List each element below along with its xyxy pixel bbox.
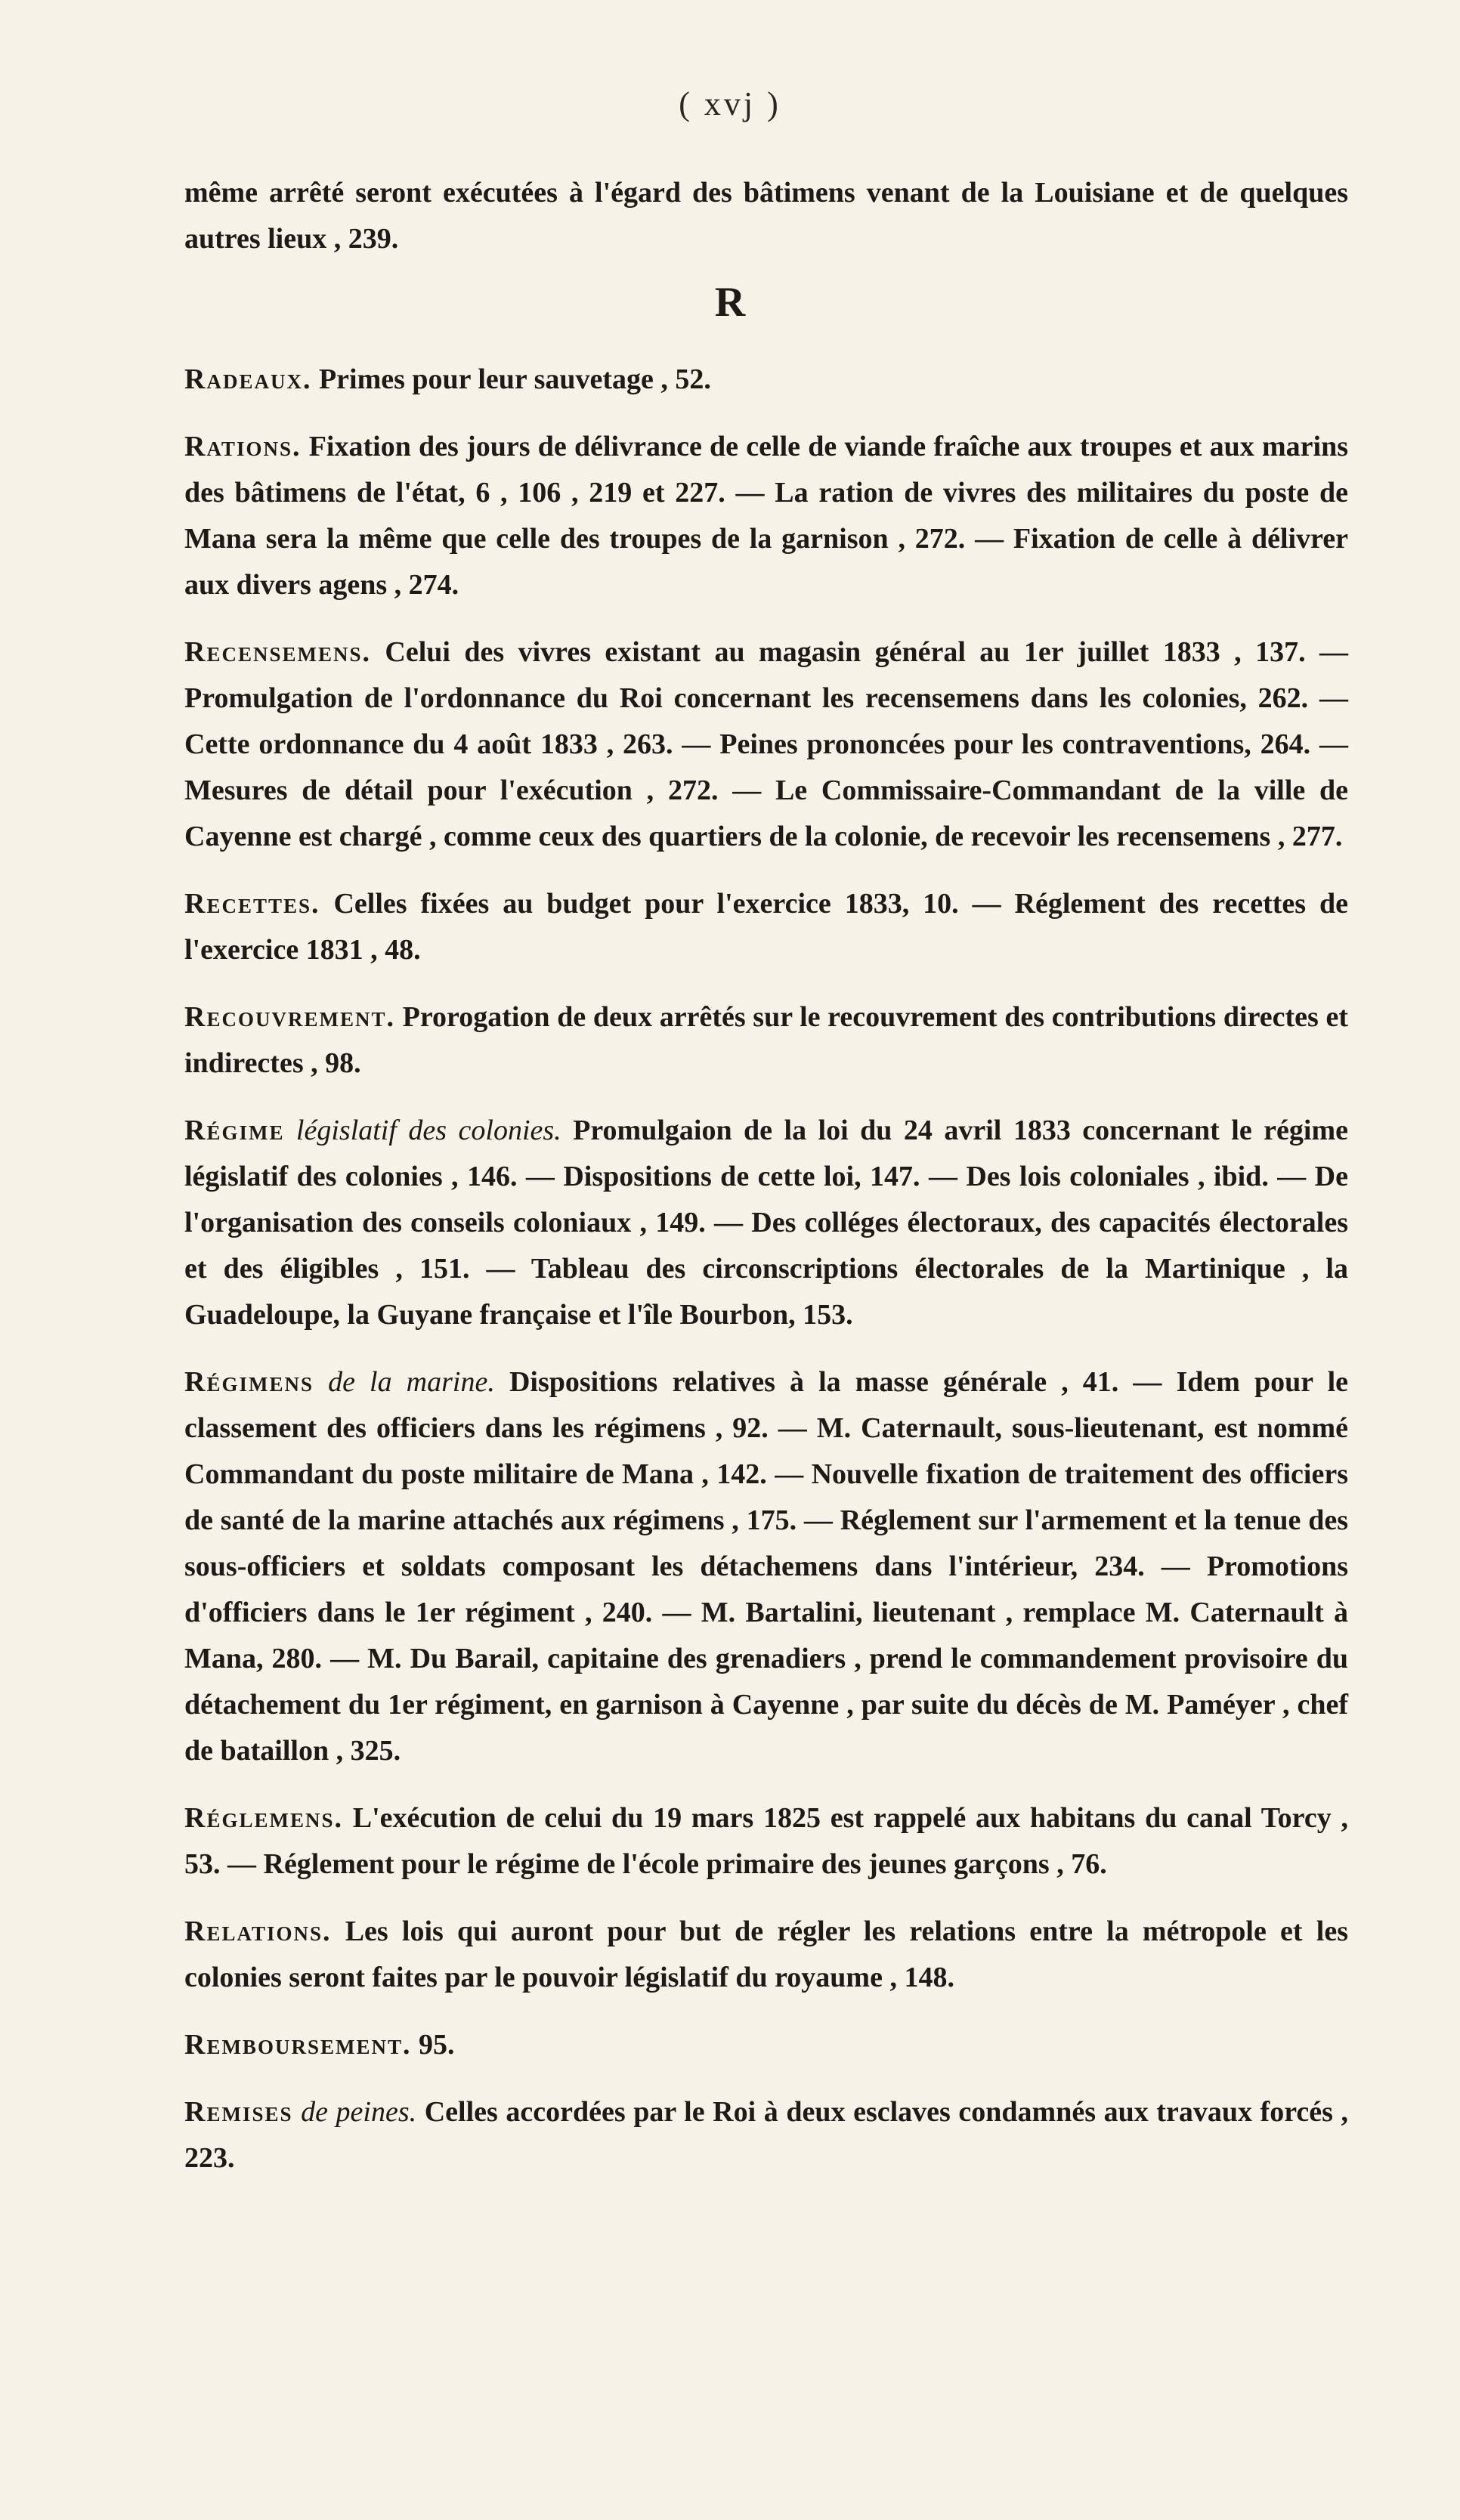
index-entry-reglemens [184, 1795, 1348, 1888]
entry-qualifier: législatif des colonies. [284, 1115, 561, 1146]
entry-text: L'exécution de celui du 19 mars 1825 est rappelé aux habitans du canal Torcy , 53. — Réglement pour le régime de l'école primaire des jeunes garçons , 76. [184, 1802, 1348, 1880]
index-entries [184, 357, 1348, 2203]
index-entry-regime [184, 1108, 1348, 1338]
entry-term: Régime [184, 1115, 285, 1146]
entry-text: Fixation des jours de délivrance de celle de viande fraîche aux troupes et aux marins des bâtimens de l'état, 6 , 106 , 219 et 227. — La ration de vivres des militaires du poste de Mana sera la même que celle des troupes de la garnison , 272. — Fixation de celle à délivrer aux divers agens , 274. [184, 431, 1348, 601]
index-entry-rations [184, 424, 1348, 608]
entry-term: Remboursement. [184, 2029, 412, 2061]
entry-text: Promulgaion de la loi du 24 avril 1833 concernant le régime législatif des colonies , 146. — Dispositions de cette loi, 147. — Des lois coloniales , ibid. — De l'organisation des conseils coloniaux , 149. — Des colléges électoraux, des capacités électorales et des éligibles , 151. — Tableau des circonscriptions électorales de la Martinique , la Guadeloupe, la Guyane française et l'île Bourbon, 153. [184, 1115, 1348, 1331]
entry-text: Dispositions relatives à la masse générale , 41. — Idem pour le classement des officiers dans les régimens , 92. — M. Caternault, sous-lieutenant, est nommé Commandant du poste militaire de Mana , 142. — Nouvelle fixation de traitement des officiers de santé de la marine attachés aux régimens , 175. — Réglement sur l'armement et la tenue des sous-officiers et soldats composant les détachemens dans l'intérieur, 234. — Promotions d'officiers dans le 1er régiment , 240. — M. Bartalini, lieutenant , remplace M. Caternault à Mana, 280. — M. Du Barail, capitaine des grenadiers , prend le commandement provisoire du détachement du 1er régiment, en garnison à Cayenne , par suite du décès de M. Paméyer , chef de bataillon , 325. [184, 1366, 1349, 1767]
index-entry-relations [184, 1909, 1348, 2001]
index-entry-recouvrement [184, 994, 1348, 1087]
entry-term: Régimens [184, 1366, 314, 1398]
entry-text: Les lois qui auront pour but de régler les relations entre la métropole et les colonies seront faites par le pouvoir législatif du royaume , 148. [184, 1916, 1348, 1993]
entry-text: Prorogation de deux arrêtés sur le recouvrement des contributions directes et indirectes , 98. [184, 1001, 1348, 1079]
index-entry-remboursement [184, 2022, 1348, 2068]
index-entry-recettes [184, 881, 1348, 973]
entry-term: Recouvrement. [184, 1001, 395, 1033]
entry-term: Recettes. [184, 888, 320, 920]
index-entry-radeaux [184, 357, 1348, 403]
entry-text: 95. [411, 2029, 455, 2061]
entry-term: Rations. [184, 431, 302, 462]
entry-term: Remises [184, 2096, 293, 2128]
entry-term: Relations. [184, 1916, 332, 1947]
entry-term: Radeaux. [184, 363, 312, 395]
entry-qualifier: de peines. [292, 2096, 417, 2128]
index-entry-remises [184, 2089, 1348, 2181]
intro-text: même arrêté seront exécutées à l'égard des bâtimens venant de la Louisiane et de quelques autres lieux , 239. [184, 177, 1348, 255]
index-entry-regimens [184, 1359, 1348, 1774]
entry-text: Primes pour leur sauvetage , 52. [311, 363, 711, 395]
entry-text: Celles fixées au budget pour l'exercice 1833, 10. — Réglement des recettes de l'exercice 1831 , 48. [184, 888, 1348, 966]
entry-qualifier: de la marine. [313, 1366, 495, 1398]
intro-paragraph [184, 170, 1348, 262]
entry-text: Celles accordées par le Roi à deux esclaves condamnés aux travaux forcés , 223. [184, 2096, 1348, 2174]
entry-text: Celui des vivres existant au magasin général au 1er juillet 1833 , 137. — Promulgation de l'ordonnance du Roi concernant les recensemens dans les colonies, 262. — Cette ordonnance du 4 août 1833 , 263. — Peines prononcées pour les contraventions, 264. — Mesures de détail pour l'exécution , 272. — Le Commissaire-Commandant de la ville de Cayenne est chargé , comme ceux des quartiers de la colonie, de recevoir les recensemens , 277. [184, 636, 1348, 852]
page-number-header: ( xvj ) [679, 85, 781, 122]
index-entry-recensemens [184, 629, 1348, 860]
section-letter: R [714, 279, 746, 326]
entry-term: Recensemens. [184, 636, 371, 668]
entry-term: Réglemens. [184, 1802, 343, 1834]
